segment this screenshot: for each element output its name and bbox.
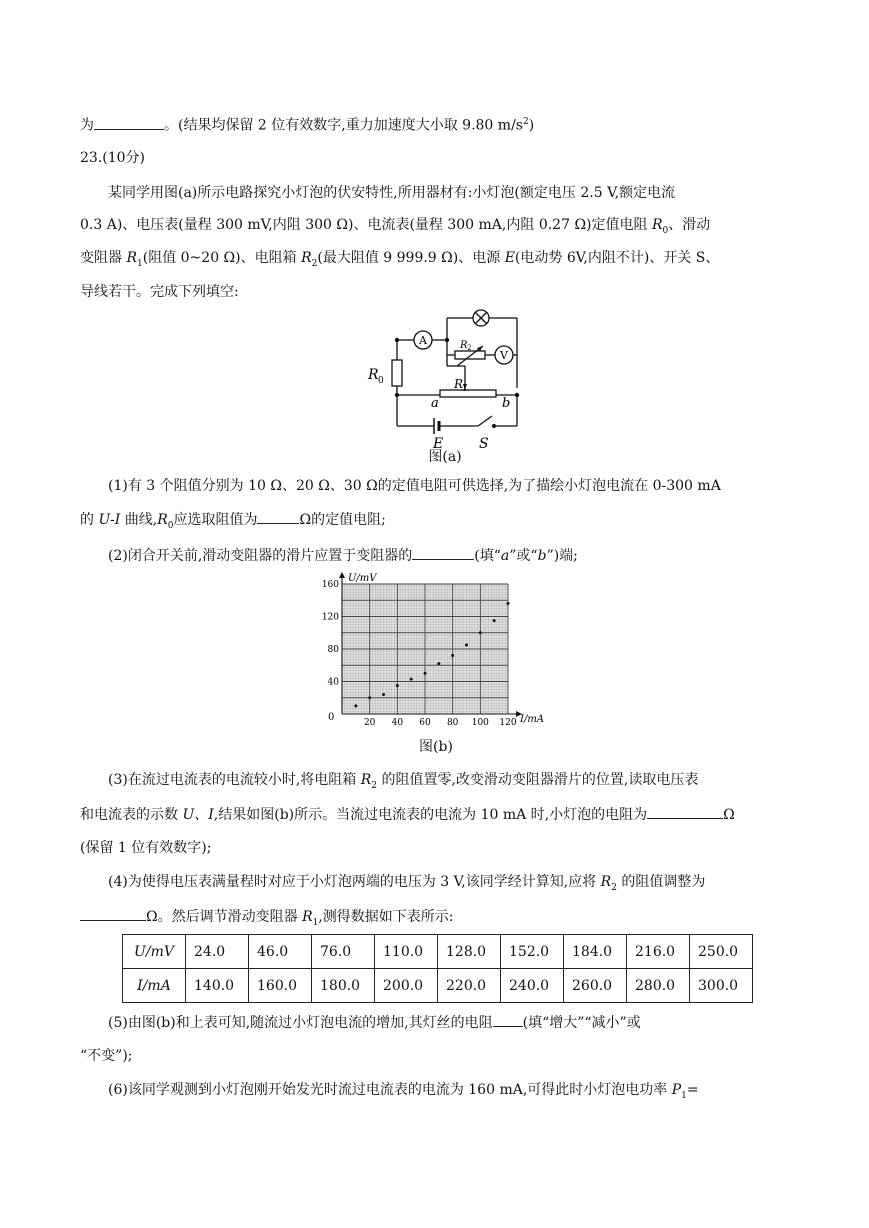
chart-y-tick-label: 120 <box>322 612 339 623</box>
chart-x-tick-label: 20 <box>363 718 376 728</box>
text: 、滑动 <box>668 217 711 233</box>
voltmeter-label: V <box>500 349 508 362</box>
data-table <box>122 934 753 1003</box>
text: (5)由图(b)和上表可知,随流过小灯泡电流的增加,其灯丝的电阻 <box>108 1015 493 1031</box>
text: ) <box>528 117 535 134</box>
text: ”)端; <box>546 548 578 564</box>
question-3-line-2 <box>80 804 735 825</box>
text: 应选取阻值为 <box>173 512 258 528</box>
problem-line-2 <box>80 215 710 241</box>
chart-y-tick-label: 40 <box>327 677 339 688</box>
chart-y-arrowhead <box>339 572 345 578</box>
junction-dot <box>395 338 399 342</box>
question-1-line-1: (1)有 3 个阻值分别为 10 Ω、20 Ω、30 Ω的定值电阻可供选择,为了描绘小灯泡电流在 0-300 mA <box>108 478 721 494</box>
table-cell: 128.0 <box>438 935 501 969</box>
chart-data-point <box>437 662 440 665</box>
junction-dot <box>515 393 519 397</box>
question-4-line-2 <box>80 906 454 933</box>
symbol-r2: R <box>301 250 312 266</box>
r0-label-sub: 0 <box>378 376 384 386</box>
chart-data-point <box>382 693 385 696</box>
table-cell: 180.0 <box>312 969 375 1003</box>
table-cell: 160.0 <box>249 969 312 1003</box>
text: (最大阻值 9 999.9 Ω)、电源 <box>317 250 505 266</box>
table-cell: 300.0 <box>690 969 753 1003</box>
table-cell: 250.0 <box>690 935 753 969</box>
text: (2)闭合开关前,滑动变阻器的滑片应置于变阻器的 <box>108 548 413 564</box>
text: ”或“ <box>509 548 538 564</box>
question-3-line-1 <box>108 770 698 796</box>
text: Ω <box>723 807 735 823</box>
table-cell: 110.0 <box>375 935 438 969</box>
symbol-ui: U-I <box>98 512 121 528</box>
resistor-box-r2 <box>455 351 485 359</box>
question-2 <box>108 545 578 566</box>
chart-y-tick-label: 160 <box>322 580 339 590</box>
text: (4)为使得电压表满量程时对应于小灯泡两端的电压为 3 V,该同学经计算知,应将 <box>108 874 601 890</box>
answer-blank[interactable] <box>257 509 299 524</box>
symbol-b: b <box>537 548 547 564</box>
table-cell: 24.0 <box>186 935 249 969</box>
chart-origin-label: 0 <box>328 712 335 723</box>
battery-e-label: E <box>433 436 444 452</box>
text: Ω。然后调节滑动变阻器 <box>146 909 303 925</box>
chart-figure-b <box>322 570 552 730</box>
text: (6)该同学观测到小灯泡刚开始发光时流过电流表的电流为 160 mA,可得此时小灯泡电功率 <box>108 1082 672 1098</box>
text: 的阻值调整为 <box>616 874 706 890</box>
subscript: 2 <box>611 882 617 893</box>
symbol-a: a <box>500 548 510 564</box>
chart-x-tick-label: 120 <box>499 718 517 728</box>
junction-dot <box>395 393 399 397</box>
text: ,测得数据如下表所示: <box>318 909 454 925</box>
rheostat-r1-body <box>440 390 496 397</box>
chart-data-point <box>368 696 371 699</box>
text: (阻值 0~20 Ω)、电阻箱 <box>142 250 302 266</box>
chart-x-axis-label: I/mA <box>520 714 545 725</box>
chart-x-tick-label: 100 <box>471 718 489 728</box>
line-answer-format <box>80 112 534 136</box>
text: (填“增大”“减小”或 <box>522 1015 641 1031</box>
chart-data-point <box>396 684 399 687</box>
chart-data-point <box>465 643 468 646</box>
r2-label-sub: 2 <box>467 344 472 352</box>
answer-blank[interactable] <box>647 804 723 819</box>
chart-x-tick-label: 80 <box>446 718 459 728</box>
r2-label: R <box>460 340 468 351</box>
chart-x-tick-label: 60 <box>419 718 431 728</box>
answer-blank[interactable] <box>493 1012 523 1027</box>
text: 变阻器 <box>80 250 127 266</box>
table-cell: 200.0 <box>375 969 438 1003</box>
chart-data-point <box>354 704 357 707</box>
chart-x-tick-label: 40 <box>391 718 404 728</box>
table-cell: 280.0 <box>627 969 690 1003</box>
table-cell: 76.0 <box>312 935 375 969</box>
subscript: 1 <box>137 258 143 269</box>
chart-data-point <box>410 678 413 681</box>
question-5-line-2: “不变”); <box>80 1048 133 1064</box>
symbol-r2: R <box>600 874 612 890</box>
r0-label: R <box>368 367 379 383</box>
ammeter-label: A <box>419 334 427 347</box>
table-cell: 184.0 <box>564 935 627 969</box>
symbol-r0: R <box>157 512 168 528</box>
terminal-b-label: b <box>502 396 511 411</box>
text: 的阻值置零,改变滑动变阻器滑片的位置,读取电压表 <box>377 772 699 788</box>
terminal-a-label: a <box>431 396 439 411</box>
text: ,结果如图(b)所示。当流过电流表的电流为 10 mA 时,小灯泡的电阻为 <box>213 807 648 823</box>
subscript: 0 <box>662 225 669 236</box>
table-row-voltage <box>123 935 753 969</box>
chart-data-point <box>451 654 454 657</box>
symbol-r1: R <box>302 909 313 925</box>
symbol-r2: R <box>360 772 372 788</box>
answer-blank[interactable] <box>412 545 474 560</box>
text: 曲线, <box>120 512 158 528</box>
chart-data-point <box>479 631 482 634</box>
switch-s-label: S <box>479 436 489 452</box>
question-5-line-1 <box>108 1012 641 1033</box>
figure-a-caption: 图(a) <box>428 449 462 465</box>
text: (电动势 6V,内阻不计)、开关 S、 <box>514 250 720 266</box>
text: 为 <box>80 117 94 134</box>
switch-contact <box>492 424 496 428</box>
table-cell: 152.0 <box>501 935 564 969</box>
symbol-r1: R <box>126 250 137 266</box>
question-6 <box>108 1080 699 1106</box>
text: (填“ <box>474 548 501 564</box>
text: 的 <box>80 512 99 528</box>
problem-line-4: 导线若干。完成下列填空: <box>80 284 239 300</box>
question-number: 23.(10分) <box>80 150 146 166</box>
table-header-u: U/mV <box>123 935 186 969</box>
question-1-line-2 <box>80 509 386 536</box>
chart-data-point <box>493 619 496 622</box>
chart-data-point <box>424 672 427 675</box>
table-cell: 46.0 <box>249 935 312 969</box>
circuit-diagram <box>360 308 530 468</box>
table-cell: 216.0 <box>627 935 690 969</box>
text: Ω的定值电阻; <box>299 512 386 528</box>
table-cell: 140.0 <box>186 969 249 1003</box>
subscript: 2 <box>311 258 318 269</box>
chart-y-tick-label: 80 <box>327 645 339 655</box>
table-row-current <box>123 969 753 1003</box>
problem-line-3 <box>80 248 719 274</box>
chart-data-point <box>507 602 510 605</box>
symbol-u-i: U、I <box>182 807 214 823</box>
text: (3)在流过电流表的电流较小时,将电阻箱 <box>108 772 361 788</box>
chart-y-axis-label: U/mV <box>348 573 377 584</box>
switch-blade <box>478 416 492 426</box>
answer-blank[interactable] <box>94 115 164 130</box>
subscript: 1 <box>681 1090 687 1101</box>
resistor-r0-body <box>392 360 402 386</box>
table-cell: 260.0 <box>564 969 627 1003</box>
junction-dot <box>445 338 449 342</box>
subscript: 1 <box>312 917 319 928</box>
subscript: 2 <box>371 780 378 791</box>
table-cell: 240.0 <box>501 969 564 1003</box>
r1-label: R <box>454 377 464 391</box>
subscript: 0 <box>167 520 174 531</box>
r1-label-sub: 1 <box>462 384 468 393</box>
problem-line-1: 某同学用图(a)所示电路探究小灯泡的伏安特性,所用器材有:小灯泡(额定电压 2.5 V,额定电流 <box>108 185 676 201</box>
symbol-r0: R <box>651 217 663 233</box>
question-3-line-3: (保留 1 位有效数字); <box>80 840 212 856</box>
symbol-e: E <box>504 250 515 266</box>
chart-grid <box>342 584 508 714</box>
table-cell: 220.0 <box>438 969 501 1003</box>
text: = <box>686 1082 699 1098</box>
text: 和电流表的示数 <box>80 807 183 823</box>
superscript: 2 <box>522 117 529 127</box>
answer-blank[interactable] <box>80 906 146 921</box>
symbol-p1: P <box>671 1082 682 1098</box>
question-4-line-1 <box>108 872 705 898</box>
text: 。(结果均保留 2 位有效数字,重力加速度大小取 9.80 m/s <box>164 117 523 134</box>
table-header-i: I/mA <box>123 969 186 1003</box>
text: 0.3 A)、电压表(量程 300 mV,内阻 300 Ω)、电流表(量程 300 mA,内阻 0.27 Ω)定值电阻 <box>80 217 652 233</box>
figure-b-caption: 图(b) <box>419 739 453 755</box>
